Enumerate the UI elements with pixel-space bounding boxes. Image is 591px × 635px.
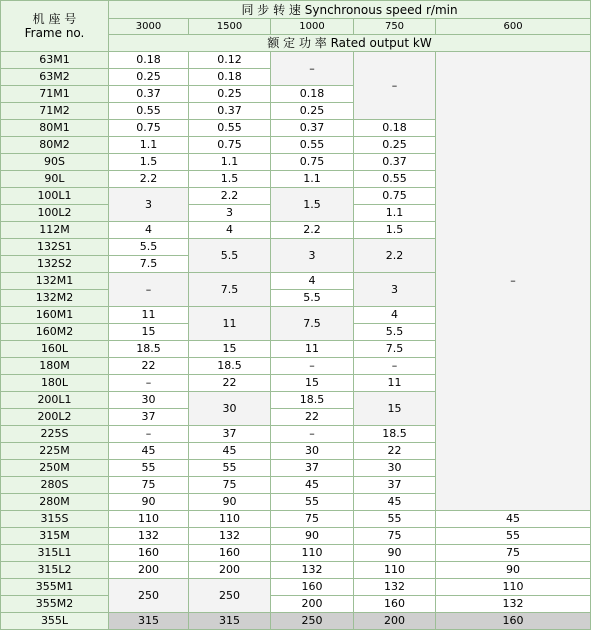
table-row	[1, 511, 591, 528]
power-cell: 1.5	[354, 222, 436, 239]
power-cell: 200	[189, 562, 271, 579]
power-cell: 1.1	[109, 137, 189, 154]
frame-cell: 355M1	[1, 579, 109, 596]
power-cell: 75	[436, 545, 591, 562]
power-cell: 75	[271, 511, 354, 528]
frame-cell: 132M2	[1, 290, 109, 307]
frame-cell: 90S	[1, 154, 109, 171]
power-cell: 55	[109, 460, 189, 477]
power-cell: 0.75	[109, 120, 189, 137]
power-cell: 5.5	[354, 324, 436, 341]
frame-cell: 200L2	[1, 409, 109, 426]
power-cell: 18.5	[189, 358, 271, 375]
power-cell: 110	[189, 511, 271, 528]
power-cell: 160	[354, 596, 436, 613]
power-cell: 90	[189, 494, 271, 511]
power-cell: 22	[271, 409, 354, 426]
power-cell: 15	[189, 341, 271, 358]
power-cell: 75	[109, 477, 189, 494]
power-cell: 0.18	[271, 86, 354, 103]
speed-750: 750	[354, 19, 436, 35]
power-cell: 315	[109, 613, 189, 630]
power-cell: 0.18	[354, 120, 436, 137]
power-cell: 132	[189, 528, 271, 545]
power-cell: 250	[189, 579, 271, 613]
power-cell: 0.55	[189, 120, 271, 137]
power-cell: 7.5	[109, 256, 189, 273]
frame-cell: 160L	[1, 341, 109, 358]
power-cell: 5.5	[271, 290, 354, 307]
frame-cell: 63M2	[1, 69, 109, 86]
table-row	[1, 596, 591, 613]
power-cell: 45	[189, 443, 271, 460]
frame-cell: 315L1	[1, 545, 109, 562]
power-cell: 5.5	[109, 239, 189, 256]
frame-cell: 355L	[1, 613, 109, 630]
power-cell: –	[271, 426, 354, 443]
power-cell: 0.18	[109, 52, 189, 69]
power-cell: 18.5	[354, 426, 436, 443]
power-cell: 22	[109, 358, 189, 375]
power-cell: 1.5	[189, 171, 271, 188]
power-cell: 0.55	[109, 103, 189, 120]
power-cell: –	[436, 52, 591, 511]
speed-1000: 1000	[271, 19, 354, 35]
frame-cell: 132S1	[1, 239, 109, 256]
power-cell: 2.2	[271, 222, 354, 239]
frame-cell: 160M1	[1, 307, 109, 324]
power-cell: 160	[189, 545, 271, 562]
frame-header	[1, 1, 109, 52]
speed-1500: 1500	[189, 19, 271, 35]
frame-cell: 315S	[1, 511, 109, 528]
power-cell: 18.5	[109, 341, 189, 358]
power-cell: 4	[189, 222, 271, 239]
power-cell: 110	[271, 545, 354, 562]
frame-cell: 100L2	[1, 205, 109, 222]
power-cell: 0.75	[189, 137, 271, 154]
power-cell: 2.2	[189, 188, 271, 205]
power-header: 额 定 功 率 Rated output kW	[109, 35, 591, 52]
power-cell: 0.18	[189, 69, 271, 86]
power-cell: 55	[436, 528, 591, 545]
power-cell: 11	[271, 341, 354, 358]
frame-cell: 315M	[1, 528, 109, 545]
frame-cell: 63M1	[1, 52, 109, 69]
power-cell: 315	[189, 613, 271, 630]
power-cell: 0.12	[189, 52, 271, 69]
power-cell: –	[109, 375, 189, 392]
power-cell: 132	[436, 596, 591, 613]
frame-cell: 280S	[1, 477, 109, 494]
power-cell: 250	[109, 579, 189, 613]
power-cell: 37	[354, 477, 436, 494]
frame-cell: 80M2	[1, 137, 109, 154]
power-cell: 55	[271, 494, 354, 511]
power-cell: 0.37	[109, 86, 189, 103]
frame-cell: 80M1	[1, 120, 109, 137]
header-row-speed	[1, 1, 591, 19]
power-cell: 1.5	[109, 154, 189, 171]
power-cell: 75	[354, 528, 436, 545]
frame-cell: 200L1	[1, 392, 109, 409]
power-cell: –	[109, 426, 189, 443]
power-cell: 200	[109, 562, 189, 579]
frame-cell: 280M	[1, 494, 109, 511]
power-cell: 45	[109, 443, 189, 460]
power-cell: 4	[271, 273, 354, 290]
power-cell: 90	[109, 494, 189, 511]
frame-header-zh: 机 座 号	[32, 12, 77, 26]
power-cell: 45	[271, 477, 354, 494]
frame-cell: 71M1	[1, 86, 109, 103]
power-cell: 55	[354, 511, 436, 528]
power-cell: 90	[271, 528, 354, 545]
power-cell: –	[109, 273, 189, 307]
power-cell: 2.2	[354, 239, 436, 273]
power-cell: 0.37	[189, 103, 271, 120]
frame-cell: 180L	[1, 375, 109, 392]
power-cell: 15	[109, 324, 189, 341]
frame-cell: 225S	[1, 426, 109, 443]
power-cell: 45	[354, 494, 436, 511]
power-cell: –	[354, 52, 436, 120]
power-cell: 22	[354, 443, 436, 460]
power-cell: 22	[189, 375, 271, 392]
power-cell: 160	[109, 545, 189, 562]
power-cell: 4	[109, 222, 189, 239]
power-cell: 0.25	[354, 137, 436, 154]
power-cell: 15	[271, 375, 354, 392]
power-cell: 30	[189, 392, 271, 426]
power-cell: 55	[189, 460, 271, 477]
power-cell: 90	[436, 562, 591, 579]
power-cell: 3	[109, 188, 189, 222]
power-cell: –	[271, 358, 354, 375]
table-row	[1, 52, 591, 69]
frame-cell: 71M2	[1, 103, 109, 120]
power-cell: 250	[271, 613, 354, 630]
power-cell: 1.1	[354, 205, 436, 222]
power-cell: 110	[109, 511, 189, 528]
power-cell: 160	[271, 579, 354, 596]
power-cell: 15	[354, 392, 436, 426]
frame-cell: 132M1	[1, 273, 109, 290]
power-cell: 0.37	[271, 120, 354, 137]
power-cell: 0.25	[109, 69, 189, 86]
power-cell: 11	[109, 307, 189, 324]
power-cell: 0.55	[271, 137, 354, 154]
power-cell: 200	[271, 596, 354, 613]
table-row	[1, 562, 591, 579]
frame-cell: 250M	[1, 460, 109, 477]
power-cell: 160	[436, 613, 591, 630]
power-cell: 11	[354, 375, 436, 392]
power-cell: 3	[271, 239, 354, 273]
power-cell: 7.5	[354, 341, 436, 358]
power-cell: 90	[354, 545, 436, 562]
power-cell: 1.1	[271, 171, 354, 188]
frame-cell: 90L	[1, 171, 109, 188]
power-cell: 45	[436, 511, 591, 528]
power-cell: 1.5	[271, 188, 354, 222]
power-cell: 110	[354, 562, 436, 579]
power-cell: 0.55	[354, 171, 436, 188]
power-cell: 37	[189, 426, 271, 443]
table-row	[1, 528, 591, 545]
power-cell: 37	[109, 409, 189, 426]
frame-cell: 100L1	[1, 188, 109, 205]
frame-cell: 355M2	[1, 596, 109, 613]
power-cell: 2.2	[109, 171, 189, 188]
power-cell: 11	[189, 307, 271, 341]
power-cell: 7.5	[189, 273, 271, 307]
power-cell: 7.5	[271, 307, 354, 341]
speed-header: 同 步 转 速 Synchronous speed r/min	[109, 1, 591, 19]
frame-header-en: Frame no.	[24, 26, 85, 40]
power-cell: 5.5	[189, 239, 271, 273]
table-row	[1, 579, 591, 596]
power-cell: 30	[109, 392, 189, 409]
speed-3000: 3000	[109, 19, 189, 35]
power-cell: –	[271, 52, 354, 86]
power-cell: 0.25	[189, 86, 271, 103]
power-cell: 37	[271, 460, 354, 477]
power-cell: 18.5	[271, 392, 354, 409]
table-row	[1, 613, 591, 630]
frame-cell: 132S2	[1, 256, 109, 273]
power-cell: 3	[354, 273, 436, 307]
frame-cell: 112M	[1, 222, 109, 239]
table-row	[1, 545, 591, 562]
power-cell: 0.75	[271, 154, 354, 171]
power-cell: 30	[271, 443, 354, 460]
power-cell: 0.25	[271, 103, 354, 120]
frame-cell: 225M	[1, 443, 109, 460]
power-cell: 4	[354, 307, 436, 324]
power-cell: 132	[109, 528, 189, 545]
power-cell: 3	[189, 205, 271, 222]
power-cell: 132	[354, 579, 436, 596]
power-cell: 0.75	[354, 188, 436, 205]
power-cell: –	[354, 358, 436, 375]
power-cell: 132	[271, 562, 354, 579]
power-cell: 110	[436, 579, 591, 596]
frame-cell: 315L2	[1, 562, 109, 579]
power-cell: 1.1	[189, 154, 271, 171]
power-cell: 30	[354, 460, 436, 477]
frame-cell: 160M2	[1, 324, 109, 341]
power-cell: 0.37	[354, 154, 436, 171]
speed-600: 600	[436, 19, 591, 35]
frame-cell: 180M	[1, 358, 109, 375]
power-cell: 200	[354, 613, 436, 630]
power-cell: 75	[189, 477, 271, 494]
